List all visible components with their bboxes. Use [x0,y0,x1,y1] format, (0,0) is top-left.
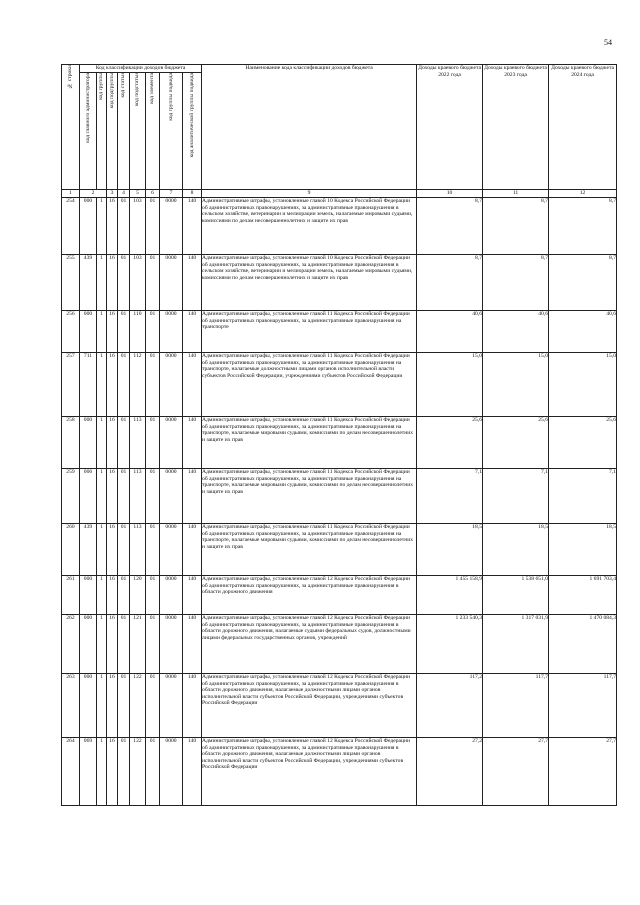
subgroup-code-cell: 16 [107,353,118,417]
income-2023-cell: 18,5 [483,524,549,576]
income-name-cell: Административные штрафы, установленные главой 11 Кодекса Российской Федерации об административных правонарушениях, за административные правонарушения на транспорте, налагаемые мировыми судьями, комиссиями по делам несовершеннолетних и защите их прав [202,469,417,524]
column-number: 11 [483,190,549,198]
income-2022-cell: 8,7 [417,255,483,311]
element-code-cell: 01 [146,255,160,311]
subarticle-code-cell: 113 [130,524,146,576]
income-2022-cell: 18,5 [417,524,483,576]
analytic-group-code-cell: 140 [183,674,202,738]
subtype-group-code-cell: 0000 [160,198,183,255]
column-number: 8 [183,190,202,198]
subgroup-code-cell: 16 [107,738,118,806]
article-code-cell: 01 [118,311,130,353]
income-name-cell: Административные штрафы, установленные главой 10 Кодекса Российской Федерации об административных правонарушениях, за административные правонарушения в сельском хозяйстве, ветеринарии и мелиорации земель, налагаемые мировыми судьями, комиссиями по делам несовершеннолетних и защите их прав [202,255,417,311]
header-analytic-group-code: код аналитической группы подвида [183,73,202,190]
article-code-cell: 01 [118,674,130,738]
income-name-cell: Административные штрафы, установленные главой 12 Кодекса Российской Федерации об административных правонарушениях, за административные правонарушения в области дорожного движения, налагаемые судьями федеральных судов, должностными лицами федеральных государственных органов, учреждений [202,615,417,674]
column-number: 1 [62,190,80,198]
income-2024-cell: 25,6 [549,417,617,469]
subgroup-code-cell: 16 [107,576,118,615]
income-name-cell: Административные штрафы, установленные главой 12 Кодекса Российской Федерации об административных правонарушениях, за административные правонарушения в области дорожного движения, налагаемые должностными лицами органов исполнительной власти субъектов Российской Федерации, учреждениями субъектов Российской Федерации [202,674,417,738]
page-number: 54 [604,38,612,47]
income-2022-cell: 1 455 158,9 [417,576,483,615]
income-2023-cell: 7,1 [483,469,549,524]
income-2022-cell: 117,2 [417,674,483,738]
income-name-cell: Административные штрафы, установленные главой 11 Кодекса Российской Федерации об административных правонарушениях, за административные правонарушения на транспорте, налагаемые должностными лицами органов исполнительной власти субъектов Российской Федерации, учреждениями субъектов Российской Федерации [202,353,417,417]
analytic-group-code-cell: 140 [183,311,202,353]
column-number: 6 [146,190,160,198]
header-income-2022: Доходы краевого бюджета 2022 года [417,65,483,190]
header-subgroup-code: код подгруппы [107,73,118,190]
column-numbers-row [62,190,617,198]
income-2024-cell: 40,6 [549,311,617,353]
subarticle-code-cell: 122 [130,738,146,806]
group-code-cell: 1 [97,255,107,311]
analytic-group-code-cell: 140 [183,524,202,576]
table-body [62,198,617,806]
row-number-cell: 260 [62,524,80,576]
column-number: 7 [160,190,183,198]
subarticle-code-cell: 113 [130,469,146,524]
group-code-cell: 1 [97,615,107,674]
group-code-cell: 1 [97,524,107,576]
subarticle-code-cell: 103 [130,255,146,311]
article-code-cell: 01 [118,524,130,576]
income-2022-cell: 8,7 [417,198,483,255]
admin-code-cell: 000 [80,311,97,353]
column-number: 4 [118,190,130,198]
element-code-cell: 01 [146,738,160,806]
income-name-cell: Административные штрафы, установленные главой 11 Кодекса Российской Федерации об административных правонарушениях, за административные правонарушения на транспорте [202,311,417,353]
analytic-group-code-cell: 140 [183,198,202,255]
income-name-cell: Административные штрафы, установленные главой 11 Кодекса Российской Федерации об административных правонарушениях, за административные правонарушения на транспорте, налагаемые мировыми судьями, комиссиями по делам несовершеннолетних и защите их прав [202,524,417,576]
element-code-cell: 01 [146,417,160,469]
table-row [62,469,617,524]
subtype-group-code-cell: 0000 [160,615,183,674]
subtype-group-code-cell: 0000 [160,524,183,576]
income-2024-cell: 8,7 [549,255,617,311]
income-2022-cell: 40,6 [417,311,483,353]
row-number-cell: 264 [62,738,80,806]
subgroup-code-cell: 16 [107,198,118,255]
row-number-cell: 256 [62,311,80,353]
subarticle-code-cell: 113 [130,417,146,469]
article-code-cell: 01 [118,738,130,806]
subarticle-code-cell: 110 [130,311,146,353]
header-classification-group: Код классификации доходов бюджета [80,65,202,73]
admin-code-cell: 439 [80,255,97,311]
income-2022-cell: 25,6 [417,417,483,469]
analytic-group-code-cell: 140 [183,738,202,806]
subtype-group-code-cell: 0000 [160,469,183,524]
row-number-cell: 257 [62,353,80,417]
admin-code-cell: 439 [80,524,97,576]
header-subarticle-code: код подстатьи [130,73,146,190]
subgroup-code-cell: 16 [107,255,118,311]
income-name-cell: Административные штрафы, установленные главой 12 Кодекса Российской Федерации об административных правонарушениях, за административные правонарушения в области дорожного движения [202,576,417,615]
income-2023-cell: 25,6 [483,417,549,469]
income-2024-cell: 8,7 [549,198,617,255]
admin-code-cell: 000 [80,417,97,469]
analytic-group-code-cell: 140 [183,353,202,417]
article-code-cell: 01 [118,576,130,615]
budget-income-table [61,64,617,806]
income-name-cell: Административные штрафы, установленные главой 11 Кодекса Российской Федерации об административных правонарушениях, за административные правонарушения на транспорте, налагаемые мировыми судьями, комиссиями по делам несовершеннолетних и защите их прав [202,417,417,469]
column-number: 12 [549,190,617,198]
header-group-code: код группы [97,73,107,190]
column-number: 9 [202,190,417,198]
row-number-cell: 259 [62,469,80,524]
income-2023-cell: 15,0 [483,353,549,417]
header-income-2023: Доходы краевого бюджета 2023 года [483,65,549,190]
subtype-group-code-cell: 0000 [160,738,183,806]
analytic-group-code-cell: 140 [183,615,202,674]
income-2022-cell: 15,0 [417,353,483,417]
article-code-cell: 01 [118,353,130,417]
element-code-cell: 01 [146,576,160,615]
subtype-group-code-cell: 0000 [160,576,183,615]
element-code-cell: 01 [146,615,160,674]
header-row-number: № строки [62,65,80,190]
subtype-group-code-cell: 0000 [160,674,183,738]
row-number-cell: 258 [62,417,80,469]
group-code-cell: 1 [97,198,107,255]
element-code-cell: 01 [146,311,160,353]
subgroup-code-cell: 16 [107,469,118,524]
income-2024-cell: 1 470 084,3 [549,615,617,674]
group-code-cell: 1 [97,469,107,524]
analytic-group-code-cell: 140 [183,576,202,615]
admin-code-cell: 000 [80,674,97,738]
row-number-cell: 262 [62,615,80,674]
subarticle-code-cell: 103 [130,198,146,255]
income-2024-cell: 117,7 [549,674,617,738]
income-2023-cell: 117,7 [483,674,549,738]
header-admin-code: код главного администратора [80,73,97,190]
article-code-cell: 01 [118,255,130,311]
group-code-cell: 1 [97,311,107,353]
group-code-cell: 1 [97,738,107,806]
table-row [62,353,617,417]
income-2024-cell: 27,7 [549,738,617,806]
element-code-cell: 01 [146,524,160,576]
income-2022-cell: 27,2 [417,738,483,806]
income-2023-cell: 1 317 031,9 [483,615,549,674]
table-row [62,417,617,469]
income-2024-cell: 1 691 703,4 [549,576,617,615]
group-code-cell: 1 [97,353,107,417]
income-2023-cell: 8,7 [483,255,549,311]
subtype-group-code-cell: 0000 [160,353,183,417]
table-row [62,674,617,738]
table-row [62,255,617,311]
article-code-cell: 01 [118,615,130,674]
header-income-2024: Доходы краевого бюджета 2024 года [549,65,617,190]
subgroup-code-cell: 16 [107,524,118,576]
admin-code-cell: 000 [80,615,97,674]
subarticle-code-cell: 120 [130,576,146,615]
income-name-cell: Административные штрафы, установленные главой 10 Кодекса Российской Федерации об административных правонарушениях, за административные правонарушения в сельском хозяйстве, ветеринарии и мелиорации земель, налагаемые мировыми судьями, комиссиями по делам несовершеннолетних и защите их прав [202,198,417,255]
table-row [62,311,617,353]
analytic-group-code-cell: 140 [183,255,202,311]
header-subtype-group-code: код группы подвида [160,73,183,190]
header-element-code: код элемента [146,73,160,190]
element-code-cell: 01 [146,353,160,417]
row-number-cell: 263 [62,674,80,738]
table-row [62,738,617,806]
element-code-cell: 01 [146,469,160,524]
subtype-group-code-cell: 0000 [160,311,183,353]
header-name: Наименование кода классификации доходов бюджета [202,65,417,190]
subarticle-code-cell: 112 [130,353,146,417]
income-2024-cell: 15,0 [549,353,617,417]
subarticle-code-cell: 121 [130,615,146,674]
table-row [62,615,617,674]
income-2023-cell: 8,7 [483,198,549,255]
income-2023-cell: 40,6 [483,311,549,353]
row-number-cell: 255 [62,255,80,311]
admin-code-cell: 069 [80,738,97,806]
element-code-cell: 01 [146,198,160,255]
subgroup-code-cell: 16 [107,311,118,353]
row-number-cell: 261 [62,576,80,615]
admin-code-cell: 711 [80,353,97,417]
column-number: 10 [417,190,483,198]
subgroup-code-cell: 16 [107,615,118,674]
income-name-cell: Административные штрафы, установленные главой 12 Кодекса Российской Федерации об административных правонарушениях, за административные правонарушения в области дорожного движения, налагаемые должностными лицами органов исполнительной власти субъектов Российской Федерации, учреждениями субъектов Российской Федерации [202,738,417,806]
subgroup-code-cell: 16 [107,674,118,738]
subtype-group-code-cell: 0000 [160,417,183,469]
column-number: 3 [107,190,118,198]
income-2023-cell: 27,7 [483,738,549,806]
group-code-cell: 1 [97,674,107,738]
header-article-code: код статьи [118,73,130,190]
row-number-cell: 254 [62,198,80,255]
article-code-cell: 01 [118,417,130,469]
group-code-cell: 1 [97,576,107,615]
table-row [62,198,617,255]
income-2023-cell: 1 538 651,0 [483,576,549,615]
subgroup-code-cell: 16 [107,417,118,469]
analytic-group-code-cell: 140 [183,469,202,524]
income-2024-cell: 7,1 [549,469,617,524]
income-2022-cell: 7,1 [417,469,483,524]
article-code-cell: 01 [118,469,130,524]
subarticle-code-cell: 122 [130,674,146,738]
table-row [62,576,617,615]
group-code-cell: 1 [97,417,107,469]
analytic-group-code-cell: 140 [183,417,202,469]
income-2024-cell: 18,5 [549,524,617,576]
column-number: 5 [130,190,146,198]
element-code-cell: 01 [146,674,160,738]
admin-code-cell: 000 [80,576,97,615]
admin-code-cell: 000 [80,198,97,255]
column-number: 2 [80,190,107,198]
subtype-group-code-cell: 0000 [160,255,183,311]
income-2022-cell: 1 233 540,3 [417,615,483,674]
article-code-cell: 01 [118,198,130,255]
table-row [62,524,617,576]
admin-code-cell: 006 [80,469,97,524]
